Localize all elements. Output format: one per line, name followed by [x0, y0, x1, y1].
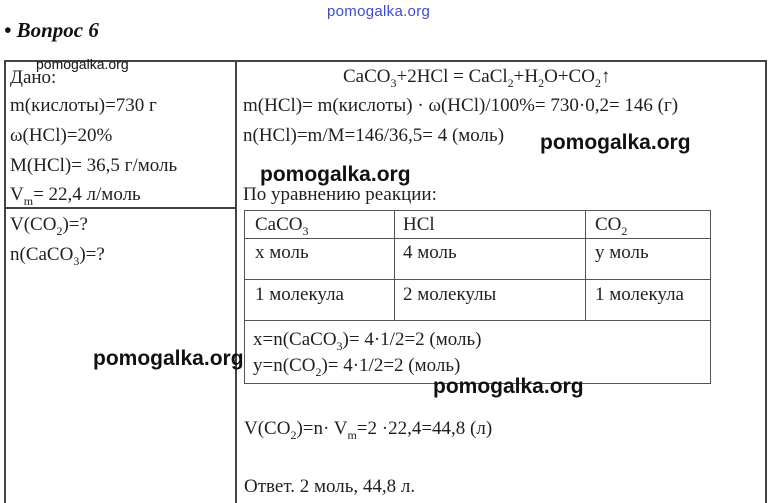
x-result-suffix: )= 4·1/2=2 (моль): [342, 329, 482, 350]
reaction-equation: [343, 66, 610, 88]
find-v-co2-subscript: 2: [56, 223, 63, 238]
find-n-caco3: [10, 244, 105, 266]
eq-part-a: CaCO: [343, 66, 391, 87]
table-cell-r2c2: 2 молекулы: [403, 284, 497, 305]
find-n-caco3-suffix: )=?: [79, 244, 105, 265]
watermark-top: pomogalka.org: [327, 3, 431, 20]
sheet-given-divider: [4, 207, 237, 209]
watermark-right: pomogalka.org: [540, 131, 691, 154]
volume-co2-calc: [244, 418, 492, 440]
given-vm-value: = 22,4 л/моль: [33, 184, 141, 205]
n-hcl-calc: n(HCl)=m/M=146/36,5= 4 (моль): [243, 125, 505, 146]
sheet-left-border: [4, 60, 6, 503]
volume-calc-sub: 2: [290, 427, 297, 442]
given-mass-acid: m(кислоты)=730 г: [10, 95, 157, 116]
table-cell-r2c3: 1 молекула: [595, 284, 684, 305]
volume-calc-suffix: =2 ·22,4=44,8 (л): [356, 418, 493, 439]
volume-calc-mid: )=n· V: [296, 418, 348, 439]
table-cell-r2c1: 1 молекула: [255, 284, 344, 305]
volume-calc-sub2: m: [347, 427, 357, 442]
table-row-divider-2: [244, 279, 711, 280]
volume-calc-text: V(CO: [244, 418, 291, 439]
eq-sub-c: 2: [538, 75, 545, 90]
table-row-divider-1: [244, 238, 711, 239]
watermark-small: pomogalka.org: [36, 56, 129, 72]
question-title: • Вопрос 6: [4, 18, 99, 42]
find-n-caco3-subscript: 3: [73, 253, 80, 268]
table-y-result: [253, 355, 460, 377]
table-row-divider-3: [244, 320, 711, 321]
mass-hcl-calc: m(HCl)= m(кислоты) · ω(HCl)/100%= 730·0,2= 146 (г): [243, 95, 679, 116]
table-header-hcl: HCl: [403, 214, 435, 235]
eq-sub-a: 3: [390, 75, 397, 90]
sheet-right-border: [765, 60, 767, 503]
table-header-co2-text: CO: [595, 214, 622, 235]
table-header-co2-sub: 2: [621, 223, 628, 238]
table-header-caco3: [255, 214, 309, 236]
eq-sub-b: 2: [507, 75, 514, 90]
table-col-divider-2: [585, 210, 586, 320]
table-border-right: [710, 210, 711, 384]
y-result-text: у=n(CO: [253, 355, 316, 376]
table-cell-r1c3: у моль: [595, 242, 649, 263]
y-result-suffix: )= 4·1/2=2 (моль): [321, 355, 461, 376]
watermark-bottom: pomogalka.org: [433, 375, 584, 398]
table-col-divider-1: [394, 210, 395, 320]
given-omega-hcl: ω(HCl)=20%: [10, 125, 113, 146]
given-vm-symbol: V: [10, 184, 24, 205]
x-result-sub: 3: [336, 338, 343, 353]
eq-sub-d: 2: [594, 75, 601, 90]
table-cell-r1c2: 4 моль: [403, 242, 457, 263]
table-header-caco3-sub: 3: [302, 223, 309, 238]
find-v-co2: [10, 214, 88, 236]
given-molar-volume: [10, 184, 141, 206]
sheet-column-divider: [235, 60, 237, 503]
find-n-caco3-text: n(CaCO: [10, 244, 74, 265]
y-result-sub: 2: [315, 364, 322, 379]
eq-part-c: +H: [513, 66, 539, 87]
table-x-result: [253, 329, 481, 351]
eq-part-b: +2HCl = CaCl: [396, 66, 508, 87]
given-header: Дано:: [10, 67, 57, 88]
watermark-center: pomogalka.org: [260, 163, 411, 186]
up-arrow-icon: ↑: [600, 66, 611, 87]
table-cell-r1c1: х моль: [255, 242, 309, 263]
table-header-caco3-text: CaCO: [255, 214, 303, 235]
by-equation-label: По уравнению реакции:: [243, 184, 437, 205]
table-border-top: [244, 210, 711, 211]
x-result-text: х=n(CaCO: [253, 329, 337, 350]
watermark-left: pomogalka.org: [93, 347, 244, 370]
find-v-co2-text: V(CO: [10, 214, 57, 235]
given-vm-subscript: m: [23, 193, 34, 208]
table-border-left: [244, 210, 245, 384]
given-molar-hcl: M(HCl)= 36,5 г/моль: [10, 155, 178, 176]
eq-part-d: O+CO: [544, 66, 595, 87]
table-header-co2: [595, 214, 627, 236]
find-v-co2-suffix: )=?: [62, 214, 88, 235]
answer-line: Ответ. 2 моль, 44,8 л.: [244, 476, 416, 497]
